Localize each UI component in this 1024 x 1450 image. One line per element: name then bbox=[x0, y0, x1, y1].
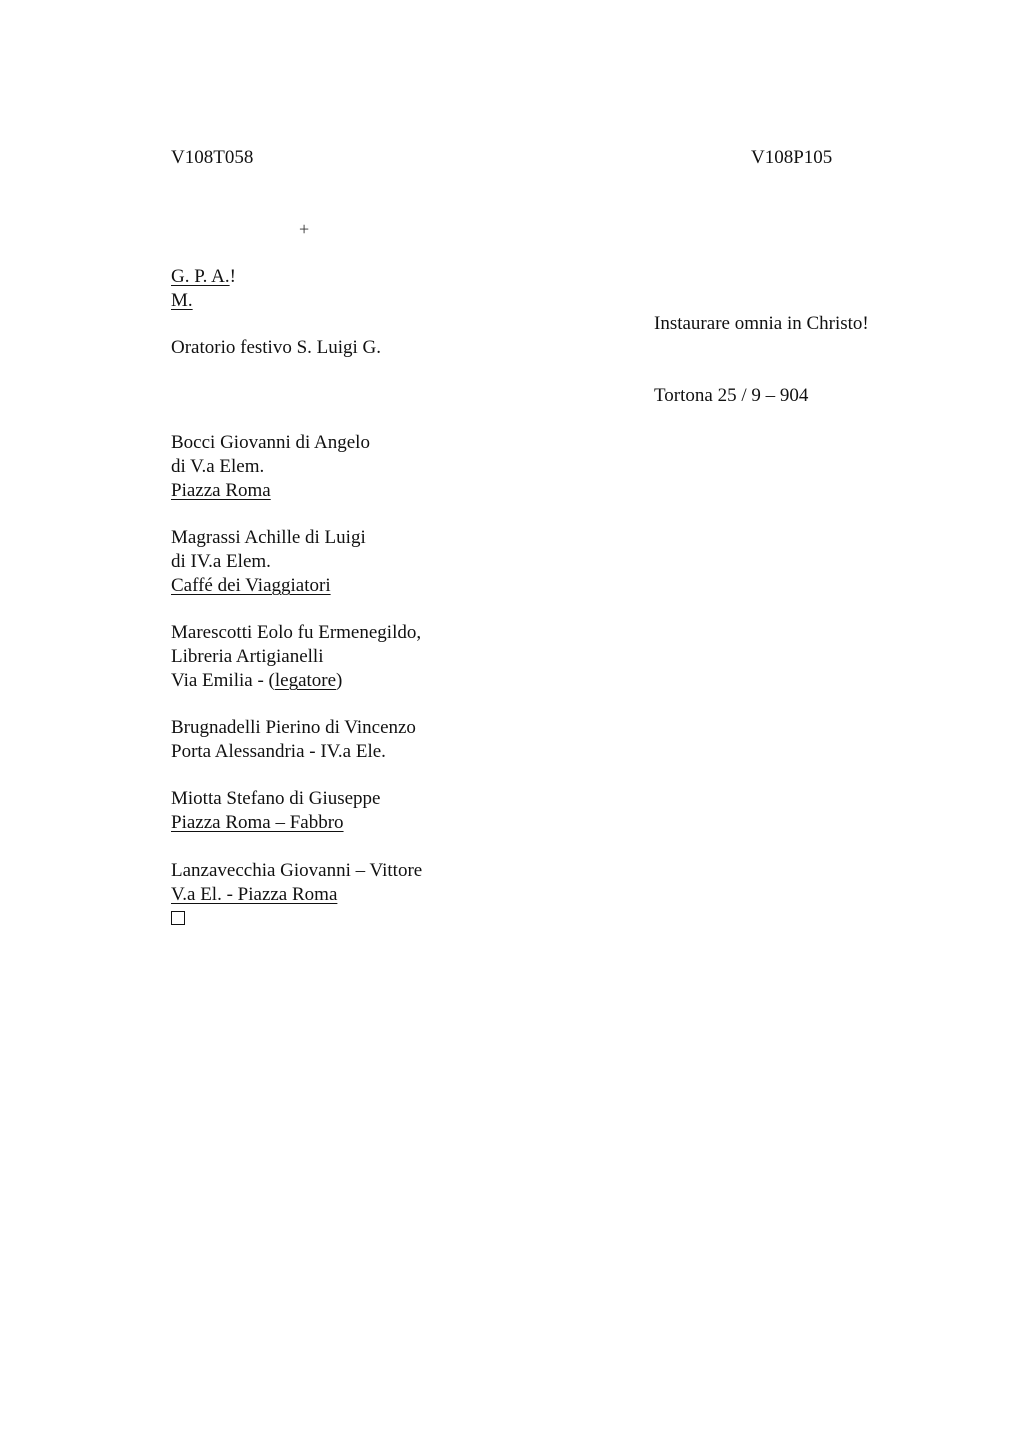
header-left-code: V108T058 bbox=[171, 147, 254, 168]
entry-name: Brugnadelli Pierino di Vincenzo bbox=[171, 717, 416, 738]
header-right-code: V108P105 bbox=[751, 147, 833, 168]
entry-line3: Piazza Roma bbox=[171, 480, 271, 501]
entry-name: Bocci Giovanni di Angelo bbox=[171, 432, 370, 453]
entry-3 bbox=[171, 621, 421, 693]
entry-name: Lanzavecchia Giovanni – Vittore bbox=[171, 860, 423, 881]
motto: Instaurare omnia in Christo! bbox=[654, 313, 869, 334]
entry-name: Miotta Stefano di Giuseppe bbox=[171, 788, 381, 809]
entry-line2: di IV.a Elem. bbox=[171, 551, 271, 572]
entry-line3-underlined: legatore bbox=[274, 670, 337, 691]
entry-line2: di V.a Elem. bbox=[171, 456, 265, 477]
entry-line2: V.a El. - Piazza Roma bbox=[171, 884, 338, 905]
entry-line3-prefix: Via Emilia - ( bbox=[171, 670, 275, 691]
entry-line3: Caffé dei Viaggiatori bbox=[171, 575, 331, 596]
entry-2 bbox=[171, 526, 366, 598]
entry-line2: Porta Alessandria - IV.a Ele. bbox=[171, 741, 386, 762]
entry-6 bbox=[171, 859, 422, 925]
end-box-icon bbox=[171, 911, 185, 925]
salutation-gpa: G. P. A. bbox=[171, 266, 230, 287]
entry-line3-suffix: ) bbox=[336, 670, 343, 691]
entry-5 bbox=[171, 787, 381, 835]
place-date: Tortona 25 / 9 – 904 bbox=[654, 385, 809, 406]
entry-line2: Piazza Roma – Fabbro bbox=[171, 812, 344, 833]
salutation-exclamation: ! bbox=[229, 266, 236, 287]
entry-line2: Libreria Artigianelli bbox=[171, 646, 324, 667]
entry-1 bbox=[171, 431, 370, 503]
cross-icon: + bbox=[299, 219, 310, 239]
entry-4 bbox=[171, 716, 416, 764]
salutation-m: M. bbox=[171, 290, 193, 311]
institution: Oratorio festivo S. Luigi G. bbox=[171, 337, 382, 358]
entry-name: Marescotti Eolo fu Ermenegildo, bbox=[171, 622, 422, 643]
salutation bbox=[171, 265, 236, 313]
entry-name: Magrassi Achille di Luigi bbox=[171, 527, 366, 548]
